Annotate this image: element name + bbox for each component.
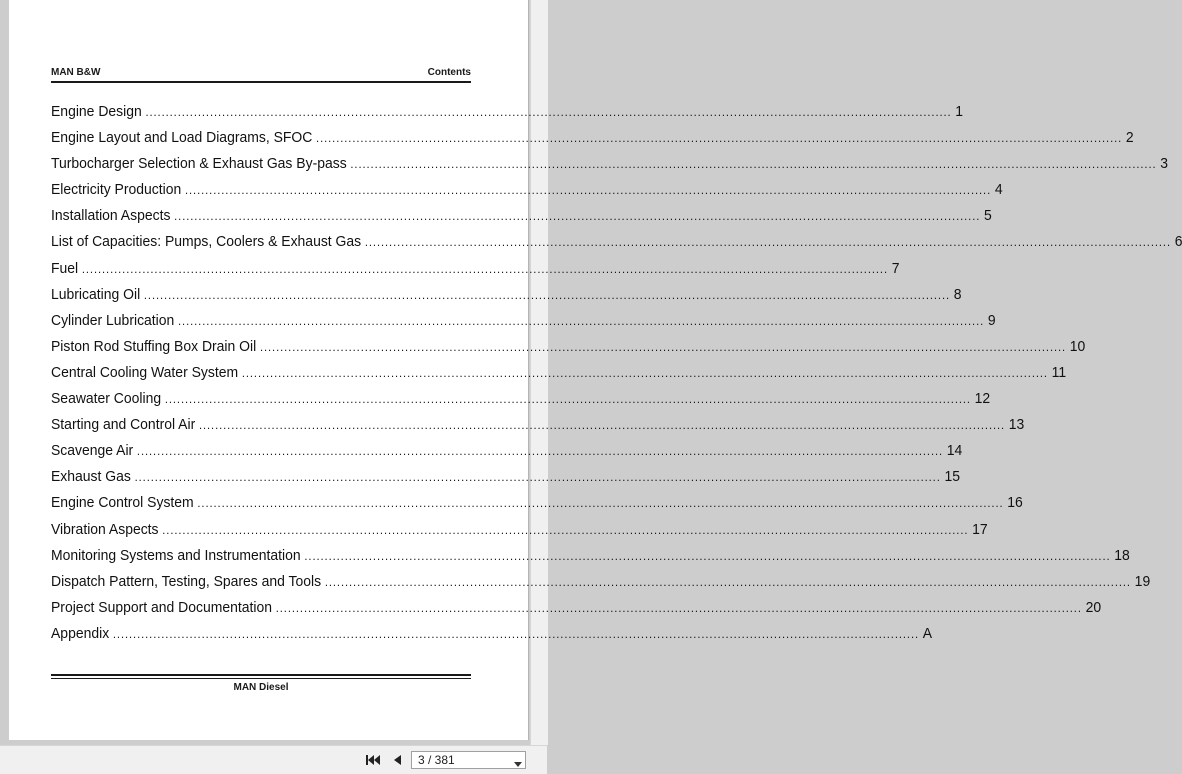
previous-page-icon[interactable] (390, 752, 406, 768)
toc-entry-title: Fuel (51, 259, 79, 277)
toc-entry[interactable] (51, 233, 1182, 259)
toc-entry-title: List of Capacities: Pumps, Coolers & Exhaust Gas (51, 233, 362, 251)
toc-leader-dots: ........................................................................................................................................................................................................ (112, 626, 920, 641)
toc-entry-page: 17 (972, 520, 988, 538)
toc-leader-dots: ........................................................................................................................................................................................................ (197, 496, 1004, 511)
toc-entry-page: 9 (987, 311, 996, 329)
toc-entry-page: 7 (891, 259, 900, 277)
toc-entry-title: Vibration Aspects (51, 520, 159, 538)
toc-leader-dots: ........................................................................................................................................................................................................ (162, 522, 969, 537)
toc-entry[interactable] (51, 363, 1067, 390)
toc-entry[interactable] (51, 311, 996, 338)
toc-leader-dots: ........................................................................................................................................................................................................ (316, 131, 1123, 146)
toc-entry-title: Dispatch Pattern, Testing, Spares and Tools (51, 572, 322, 590)
toc-entry-page: 4 (994, 181, 1003, 199)
toc-leader-dots: ........................................................................................................................................................................................................ (184, 183, 992, 198)
toc-leader-dots: ........................................................................................................................................................................................................ (350, 157, 1157, 172)
toc-entry-title: Electricity Production (51, 181, 182, 199)
toc-entry-page: 11 (1051, 363, 1067, 381)
toc-entry[interactable] (51, 207, 992, 233)
toc-leader-dots: ........................................................................................................................................................................................................ (143, 287, 951, 302)
navigation-toolbar (0, 745, 547, 774)
toc-leader-dots: ........................................................................................................................................................................................................ (364, 235, 1171, 250)
toc-entry-page: 19 (1134, 572, 1151, 590)
toc-entry-title: Lubricating Oil (51, 285, 141, 303)
toc-entry[interactable] (51, 494, 1023, 520)
toc-entry-title: Installation Aspects (51, 207, 171, 225)
toc-entry-page: A (922, 624, 933, 642)
toc-entry-title: Starting and Control Air (51, 416, 196, 434)
toc-entry-title: Engine Layout and Load Diagrams, SFOC (51, 129, 313, 147)
toc-leader-dots: ........................................................................................................................................................................................................ (275, 600, 1082, 615)
toc-leader-dots: ........................................................................................................................................................................................................ (304, 548, 1111, 563)
toc-leader-dots: ........................................................................................................................................................................................................ (145, 105, 952, 119)
toc-entry-page: 2 (1125, 129, 1134, 147)
toc-entry[interactable] (51, 546, 1130, 573)
toc-entry[interactable] (51, 442, 963, 468)
toc-leader-dots: ........................................................................................................................................................................................................ (174, 209, 981, 224)
toc-entry[interactable] (51, 520, 988, 547)
toc-entry-title: Turbocharger Selection & Exhaust Gas By-pass (51, 155, 347, 173)
toc-entry-page: 6 (1174, 233, 1182, 251)
toc-entry[interactable] (51, 390, 991, 416)
toc-entry-page: 18 (1114, 546, 1130, 564)
toc-entry[interactable] (51, 416, 1025, 442)
chevron-down-icon (514, 757, 522, 763)
toc-entry-title: Project Support and Documentation (51, 598, 273, 616)
toc-entry-page: 15 (944, 468, 960, 486)
toc-leader-dots: ........................................................................................................................................................................................................ (134, 470, 941, 485)
toc-entry-title: Central Cooling Water System (51, 363, 239, 381)
toc-entry-title: Engine Control System (51, 494, 194, 512)
page-header (51, 64, 471, 78)
toc-entry[interactable] (51, 598, 1102, 625)
toc-leader-dots: ........................................................................................................................................................................................................ (81, 261, 888, 276)
toc-entry-page: 14 (946, 442, 963, 460)
header-divider (51, 81, 471, 83)
toc-entry-title: Monitoring Systems and Instrumentation (51, 546, 301, 564)
toc-entry-page: 12 (974, 390, 991, 408)
toc-entry-page: 16 (1007, 494, 1023, 512)
toc-entry[interactable] (51, 181, 1003, 207)
toc-entry-title: Cylinder Lubrication (51, 311, 175, 329)
toc-entry-page: 8 (953, 285, 962, 303)
header-brand: MAN B&W (51, 67, 101, 78)
toc-leader-dots: ........................................................................................................................................................................................................ (324, 574, 1131, 589)
toc-leader-dots: ........................................................................................................................................................................................................ (164, 392, 971, 407)
toc-entry-title: Exhaust Gas (51, 468, 131, 486)
toc-entry-page: 10 (1069, 337, 1086, 355)
toc-leader-dots: ........................................................................................................................................................................................................ (241, 365, 1048, 380)
toc-entry-page: 3 (1160, 155, 1169, 173)
toc-entry-page: 13 (1008, 416, 1025, 434)
toc-entry-page: 5 (983, 207, 992, 225)
toc-entry[interactable] (51, 468, 960, 494)
toc-entry-page: 20 (1085, 598, 1102, 616)
toc-entry[interactable] (51, 572, 1151, 599)
toc-entry-title: Appendix (51, 624, 110, 642)
toc-entry-title: Seawater Cooling (51, 390, 162, 408)
table-of-contents (51, 103, 1182, 651)
toc-entry[interactable] (51, 624, 933, 651)
toc-entry-title: Engine Design (51, 103, 142, 120)
toc-entry[interactable] (51, 155, 1169, 181)
toc-entry[interactable] (51, 259, 900, 286)
toc-entry[interactable] (51, 129, 1134, 155)
toc-entry-title: Scavenge Air (51, 442, 134, 460)
header-section: Contents (427, 67, 471, 78)
page-footer: MAN Diesel (233, 682, 289, 693)
page-selector-value: 3 / 381 (418, 753, 455, 767)
toc-entry[interactable] (51, 103, 964, 129)
footer-divider-thick (51, 674, 471, 676)
toc-entry-title: Piston Rod Stuffing Box Drain Oil (51, 337, 257, 355)
first-page-icon[interactable] (365, 752, 381, 768)
toc-leader-dots: ........................................................................................................................................................................................................ (259, 339, 1067, 354)
toc-entry[interactable] (51, 285, 962, 312)
toc-entry-page: 1 (955, 103, 964, 120)
page-selector[interactable] (411, 751, 526, 769)
toc-leader-dots: ........................................................................................................................................................................................................ (178, 313, 985, 328)
toc-leader-dots: ........................................................................................................................................................................................................ (198, 418, 1006, 433)
toc-entry[interactable] (51, 337, 1086, 364)
footer-divider-thin (51, 678, 471, 679)
toc-leader-dots: ........................................................................................................................................................................................................ (136, 444, 944, 459)
